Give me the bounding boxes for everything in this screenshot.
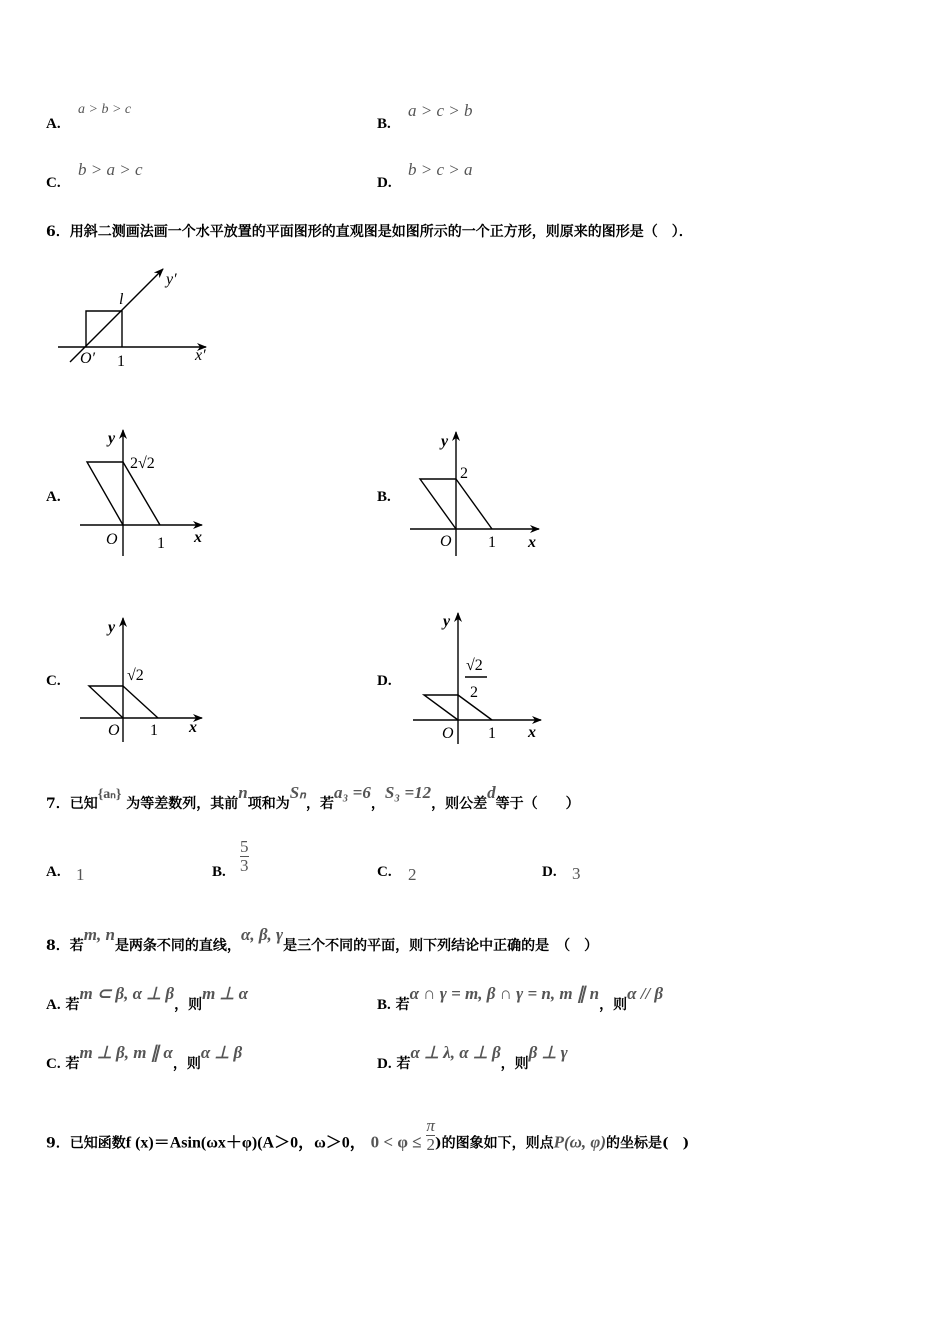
q8-options-0-if: 若 (65, 997, 80, 1013)
q9-func: f (x)＝Asin(ωx＋φ)(A＞0，ω＞0， (125, 1134, 366, 1152)
c-label-o: O (108, 722, 120, 739)
q8-abc: α, β, γ (240, 925, 284, 944)
q7-t4: ， (370, 796, 385, 812)
b-label-o: O (440, 533, 452, 550)
c-label-x: x (189, 719, 197, 736)
q8-options-1-label: B. (377, 997, 391, 1013)
q5-option-c-label: C. (46, 175, 61, 191)
q8-options-3-res: β ⊥ γ (528, 1043, 568, 1062)
q8-options-1-res: α // β (627, 984, 664, 1003)
q8-options-0-label: A. (46, 997, 61, 1013)
q8-t1: 是两条不同的直线， (114, 938, 241, 954)
fig-label-x: x′ (195, 347, 206, 364)
q9-p: P(ω, φ) (553, 1132, 607, 1152)
q8-option-c (46, 1043, 243, 1073)
b-label-value: 2 (460, 465, 468, 482)
d-label-y: y (443, 613, 451, 630)
q7-t5: ，则公差 (431, 796, 488, 812)
a-label-y: y (108, 430, 116, 447)
d-label-value-num: √2 (466, 657, 483, 674)
a-label-x: x (194, 529, 202, 546)
q8-options-1-if: 若 (395, 997, 410, 1013)
q7-option-d-text: 3 (572, 864, 581, 883)
q8-options-3-cond: α ⊥ λ, α ⊥ β (410, 1043, 501, 1062)
d-label-o: O (442, 725, 454, 742)
q8-option-b (377, 984, 664, 1014)
d-label-value-den: 2 (470, 684, 478, 701)
fig-label-l: l (119, 291, 124, 308)
q8-options-0-cond: m ⊂ β, α ⊥ β (79, 984, 175, 1003)
q7-t1: 为等差数列，其前 (126, 796, 239, 812)
q7-option-b-fraction (240, 838, 249, 875)
q9-t3: 的坐标是( ) (606, 1135, 690, 1152)
q8-mn: m, n (83, 925, 115, 944)
q8-option-d (377, 1043, 568, 1073)
q6-stem: 6．用斜二测画法画一个水平放置的平面图形的直观图是如图所示的一个正方形，则原来的图形是（ ）． (46, 224, 693, 240)
q7-option-d-label: D. (542, 864, 557, 880)
fig-label-o: O′ (80, 350, 96, 367)
q7-seq: {aₙ} (97, 787, 122, 802)
q9-stem (46, 1116, 690, 1162)
q9-t2: )的图象如下，则点 (434, 1135, 554, 1152)
q7-t6: 等于（ ） (495, 796, 580, 812)
q9-pi: π (426, 1116, 435, 1135)
fig-label-one: 1 (117, 353, 125, 370)
option-a-figure (80, 430, 202, 556)
q7-a3: a₃ =6 (333, 783, 371, 802)
oblique-square-figure (58, 269, 206, 362)
c-label-one: 1 (150, 722, 158, 739)
fig-label-y: y′ (166, 271, 177, 288)
q5-option-d-label: D. (377, 175, 392, 191)
q5-option-a-text: a > b > c (78, 102, 132, 117)
q7-options-1-den: 3 (240, 856, 249, 875)
q8-num: 8．若 (46, 938, 84, 954)
q8-options-1-then: ，则 (599, 997, 628, 1013)
q8-options-2-res: α ⊥ β (200, 1043, 243, 1062)
q7-option-c-text: 2 (408, 865, 417, 884)
q7-sn: Sₙ (289, 783, 306, 802)
q7-stem (46, 783, 580, 813)
q9-two: 2 (426, 1135, 435, 1154)
q5-option-b-label: B. (377, 116, 391, 132)
q6-option-b-label: B. (377, 489, 391, 505)
q9-cond: 0 < φ ≤ (370, 1132, 422, 1152)
q7-s3: S₃ =12 (384, 783, 432, 802)
a-label-value: 2√2 (130, 455, 155, 472)
q8-option-a (46, 984, 249, 1014)
q8-options-0-res: m ⊥ α (202, 984, 249, 1003)
q7-option-b-label: B. (212, 864, 226, 880)
q7-option-c-label: C. (377, 864, 392, 880)
q7-option-a-text: 1 (76, 865, 85, 884)
c-label-value: √2 (127, 667, 144, 684)
q8-t2: 是三个不同的平面，则下列结论中正确的是 （ ） (283, 938, 599, 954)
d-label-one: 1 (488, 725, 496, 742)
q7-n: n (238, 783, 248, 802)
q7-t2: 项和为 (247, 796, 290, 812)
q6-option-c-label: C. (46, 673, 61, 689)
q8-options-3-if: 若 (396, 1056, 411, 1072)
q8-options-3-label: D. (377, 1056, 392, 1072)
q6-option-a-label: A. (46, 489, 61, 505)
q5-option-d-text: b > c > a (408, 160, 473, 179)
q8-options-2-label: C. (46, 1056, 61, 1072)
q6-option-d-label: D. (377, 673, 392, 689)
b-label-y: y (441, 433, 449, 450)
q7-options-1-num: 5 (240, 837, 249, 856)
q7-num: 7．已知 (46, 796, 98, 812)
q7-t3: ，若 (305, 796, 334, 812)
q8-stem (46, 925, 599, 955)
q7-d: d (487, 783, 496, 802)
q5-option-a-label: A. (46, 116, 61, 132)
a-label-one: 1 (157, 535, 165, 552)
b-label-x: x (528, 534, 536, 551)
b-label-one: 1 (488, 534, 496, 551)
q8-options-1-cond: α ∩ γ = m, β ∩ γ = n, m ∥ n (409, 984, 600, 1003)
option-d-figure (413, 613, 541, 744)
a-label-o: O (106, 531, 118, 548)
option-b-figure (410, 432, 539, 556)
q8-options-3-then: ，则 (500, 1056, 529, 1072)
q9-t1: 9．已知函数 (46, 1135, 126, 1152)
q8-options-2-cond: m ⊥ β, m ∥ α (79, 1043, 173, 1062)
d-label-x: x (528, 724, 536, 741)
q5-option-b-text: a > c > b (408, 101, 473, 120)
q7-option-a-label: A. (46, 864, 61, 880)
q8-options-0-then: ，则 (174, 997, 203, 1013)
q8-options-2-then: ，则 (172, 1056, 201, 1072)
q8-options-2-if: 若 (65, 1056, 80, 1072)
c-label-y: y (108, 619, 116, 636)
q5-option-c-text: b > a > c (78, 160, 143, 179)
